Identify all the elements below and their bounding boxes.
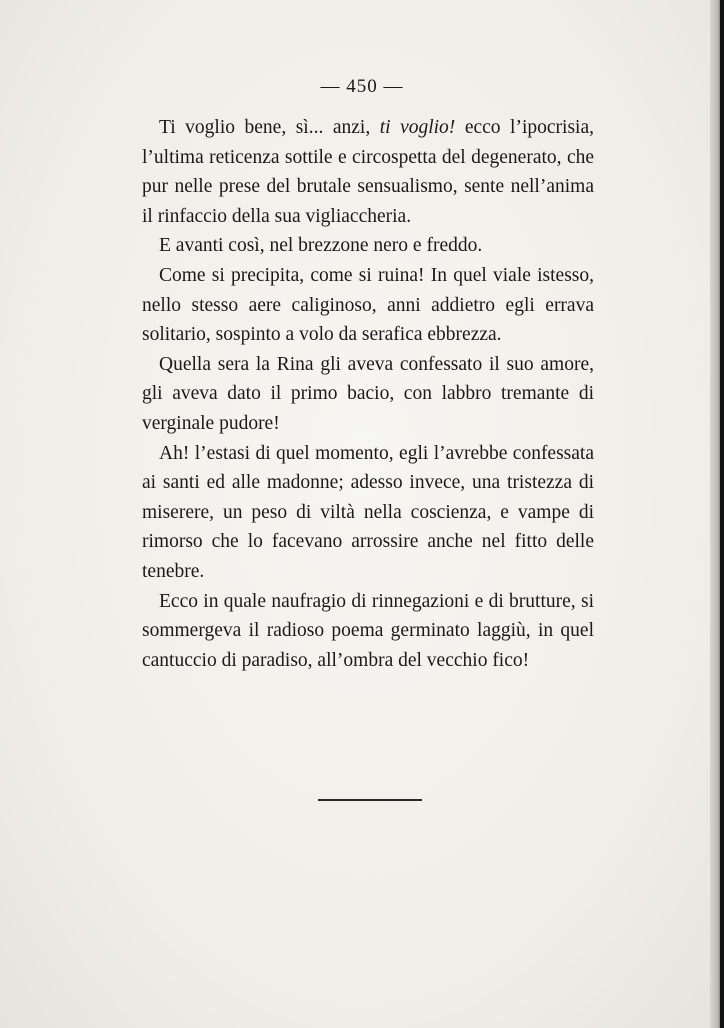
- paragraph-2: E avanti così, nel brezzone nero e freddo.: [159, 235, 483, 257]
- paragraph-1-text-b: ecco l’ipocrisia, l’ultima reticenza sottile e circospetta del degenerato, che pur nelle prese del brutale sensualismo, sente nell’anima il rinfaccio della sua vigliaccheria.: [142, 117, 594, 227]
- paragraph-3: Come si precipita, come si ruina! In quel viale istesso, nello stesso aere caliginoso, anni addietro egli errava solitario, sospinto a volo da serafica ebbrezza.: [142, 264, 594, 346]
- paragraph-1: [142, 113, 594, 231]
- paragraph-6: Ecco in quale naufragio di rinnegazioni e di brutture, si sommergeva il radioso poema germinato laggiù, in quel cantuccio di paradiso, all’ombra del vecchio fico!: [142, 590, 594, 671]
- paragraph-4: Quella sera la Rina gli aveva confessato il suo amore, gli aveva dato il primo bacio, con labbro tremante di verginale pudore!: [142, 353, 594, 434]
- paragraph-1-italic: ti voglio!: [379, 117, 456, 138]
- body-text: [142, 113, 594, 675]
- end-of-chapter-rule: [318, 799, 422, 801]
- paragraph-1-text-a: Ti voglio bene, sì... anzi,: [159, 117, 380, 138]
- paragraph-5: Ah! l’estasi di quel momento, egli l’avrebbe confessata ai santi ed alle madonne; adesso invece, una tristezza di miserere, un peso di viltà nella coscienza, e vampe di rimorso che lo facevano arrossire anche nel fitto delle tenebre.: [142, 442, 594, 582]
- page-number: — 450 —: [320, 76, 404, 97]
- page-edge-border: [720, 0, 724, 1028]
